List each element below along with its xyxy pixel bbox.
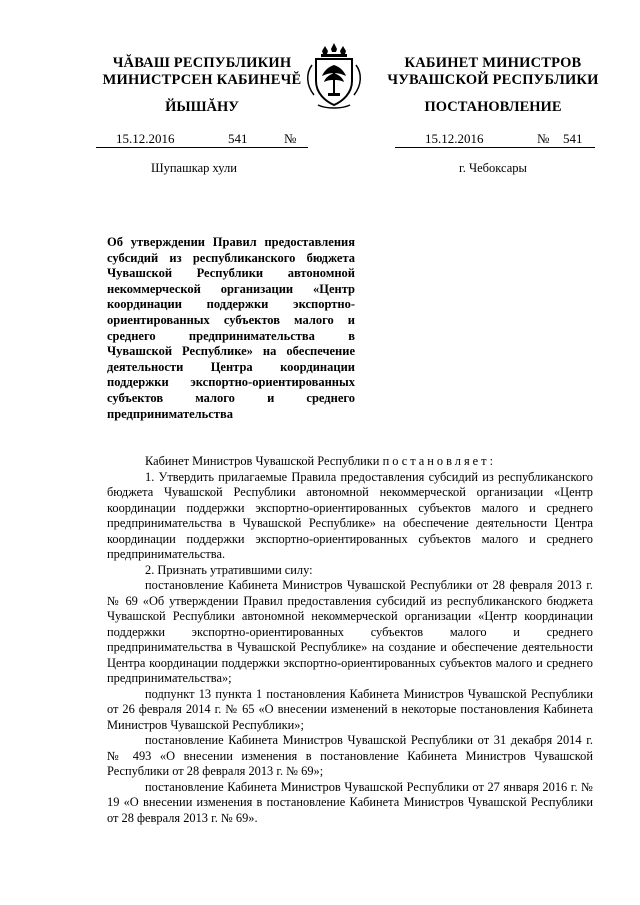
- chuvash-coat-of-arms-icon: [298, 41, 370, 113]
- left-number-sign: №: [284, 131, 297, 146]
- right-number-sign: №: [537, 131, 550, 146]
- right-number: 541: [563, 131, 583, 146]
- header-right-doctype: ПОСТАНОВЛЕНИЕ: [424, 99, 562, 115]
- intro-lead: Кабинет Министров Чувашской Республики: [145, 454, 380, 468]
- date-line-left: [96, 131, 308, 148]
- body-paragraph: 1. Утвердить прилагаемые Правила предоставления субсидий из республиканского бюджета Чувашской Республики автономной некоммерческой организации «Центр координации поддержки экспортно-ориентированных субъектов малого и среднего предпринимательства в Чувашской Республике» на обеспечение деятельности Центра координации поддержки экспортно-ориентированных субъектов малого и среднего предпринимательства.: [107, 469, 593, 561]
- header-left-authority: [96, 55, 308, 89]
- right-date: 15.12.2016: [425, 131, 484, 146]
- body-paragraph: 2. Признать утратившими силу:: [145, 562, 313, 577]
- place-right: г. Чебоксары: [459, 161, 527, 175]
- intro-verb: постановляет:: [382, 454, 497, 468]
- header-left-doctype: ЙЫШĂНУ: [165, 99, 239, 115]
- left-date: 15.12.2016: [116, 131, 175, 146]
- header-left-line2: МИНИСТРСЕН КАБИНЕЧĔ: [102, 72, 302, 88]
- document-title: Об утверждении Правил предоставления субсидий из республиканского бюджета Чувашской Республики автономной некоммерческой организации «Центр координации поддержки экспортно-ориентированных субъектов малого и среднего предпринимательства в Чувашской Республике» на обеспечение деятельности Центра координации поддержки экспортно-ориентированных субъектов малого и среднего предпринимательства: [107, 235, 355, 421]
- date-line-right: [395, 131, 595, 148]
- header-right-line2: ЧУВАШСКОЙ РЕСПУБЛИКИ: [387, 72, 599, 88]
- body-paragraph: постановление Кабинета Министров Чувашской Республики от 28 февраля 2013 г. № 69 «Об утверждении Правил предоставления субсидий из республиканского бюджета Чувашской Республики автономной некоммерческой организации «Центр координации поддержки экспортно-ориентированных субъектов малого и среднего предпринимательства в Чувашской Республике» на создание и обеспечение деятельности Центра координации поддержки экспортно-ориентированных субъектов малого и среднего предпринимательства»;: [107, 578, 593, 685]
- intro-paragraph: [107, 454, 593, 470]
- header-right-authority: [383, 55, 603, 89]
- left-number: 541: [228, 131, 248, 146]
- document-body: [107, 454, 593, 826]
- body-paragraph: постановление Кабинета Министров Чувашской Республики от 27 января 2016 г. № 19 «О внесении изменения в постановление Кабинета Министров Чувашской Республики от 28 февраля 2013 г. № 69».: [107, 779, 593, 825]
- place-left: Шупашкар хули: [151, 161, 237, 175]
- body-paragraph: подпункт 13 пункта 1 постановления Кабинета Министров Чувашской Республики от 26 февраля 2014 г. № 65 «О внесении изменений в некоторые постановления Кабинета Министров Чувашской Республики»;: [107, 686, 593, 732]
- body-paragraph: постановление Кабинета Министров Чувашской Республики от 31 декабря 2014 г. № 493 «О внесении изменения в постановление Кабинета Министров Чувашской Республики от 28 февраля 2013 г. № 69»;: [107, 733, 593, 778]
- header-left-line1: ЧĂВАШ РЕСПУБЛИКИН: [112, 55, 292, 71]
- header-right-line1: КАБИНЕТ МИНИСТРОВ: [404, 55, 582, 71]
